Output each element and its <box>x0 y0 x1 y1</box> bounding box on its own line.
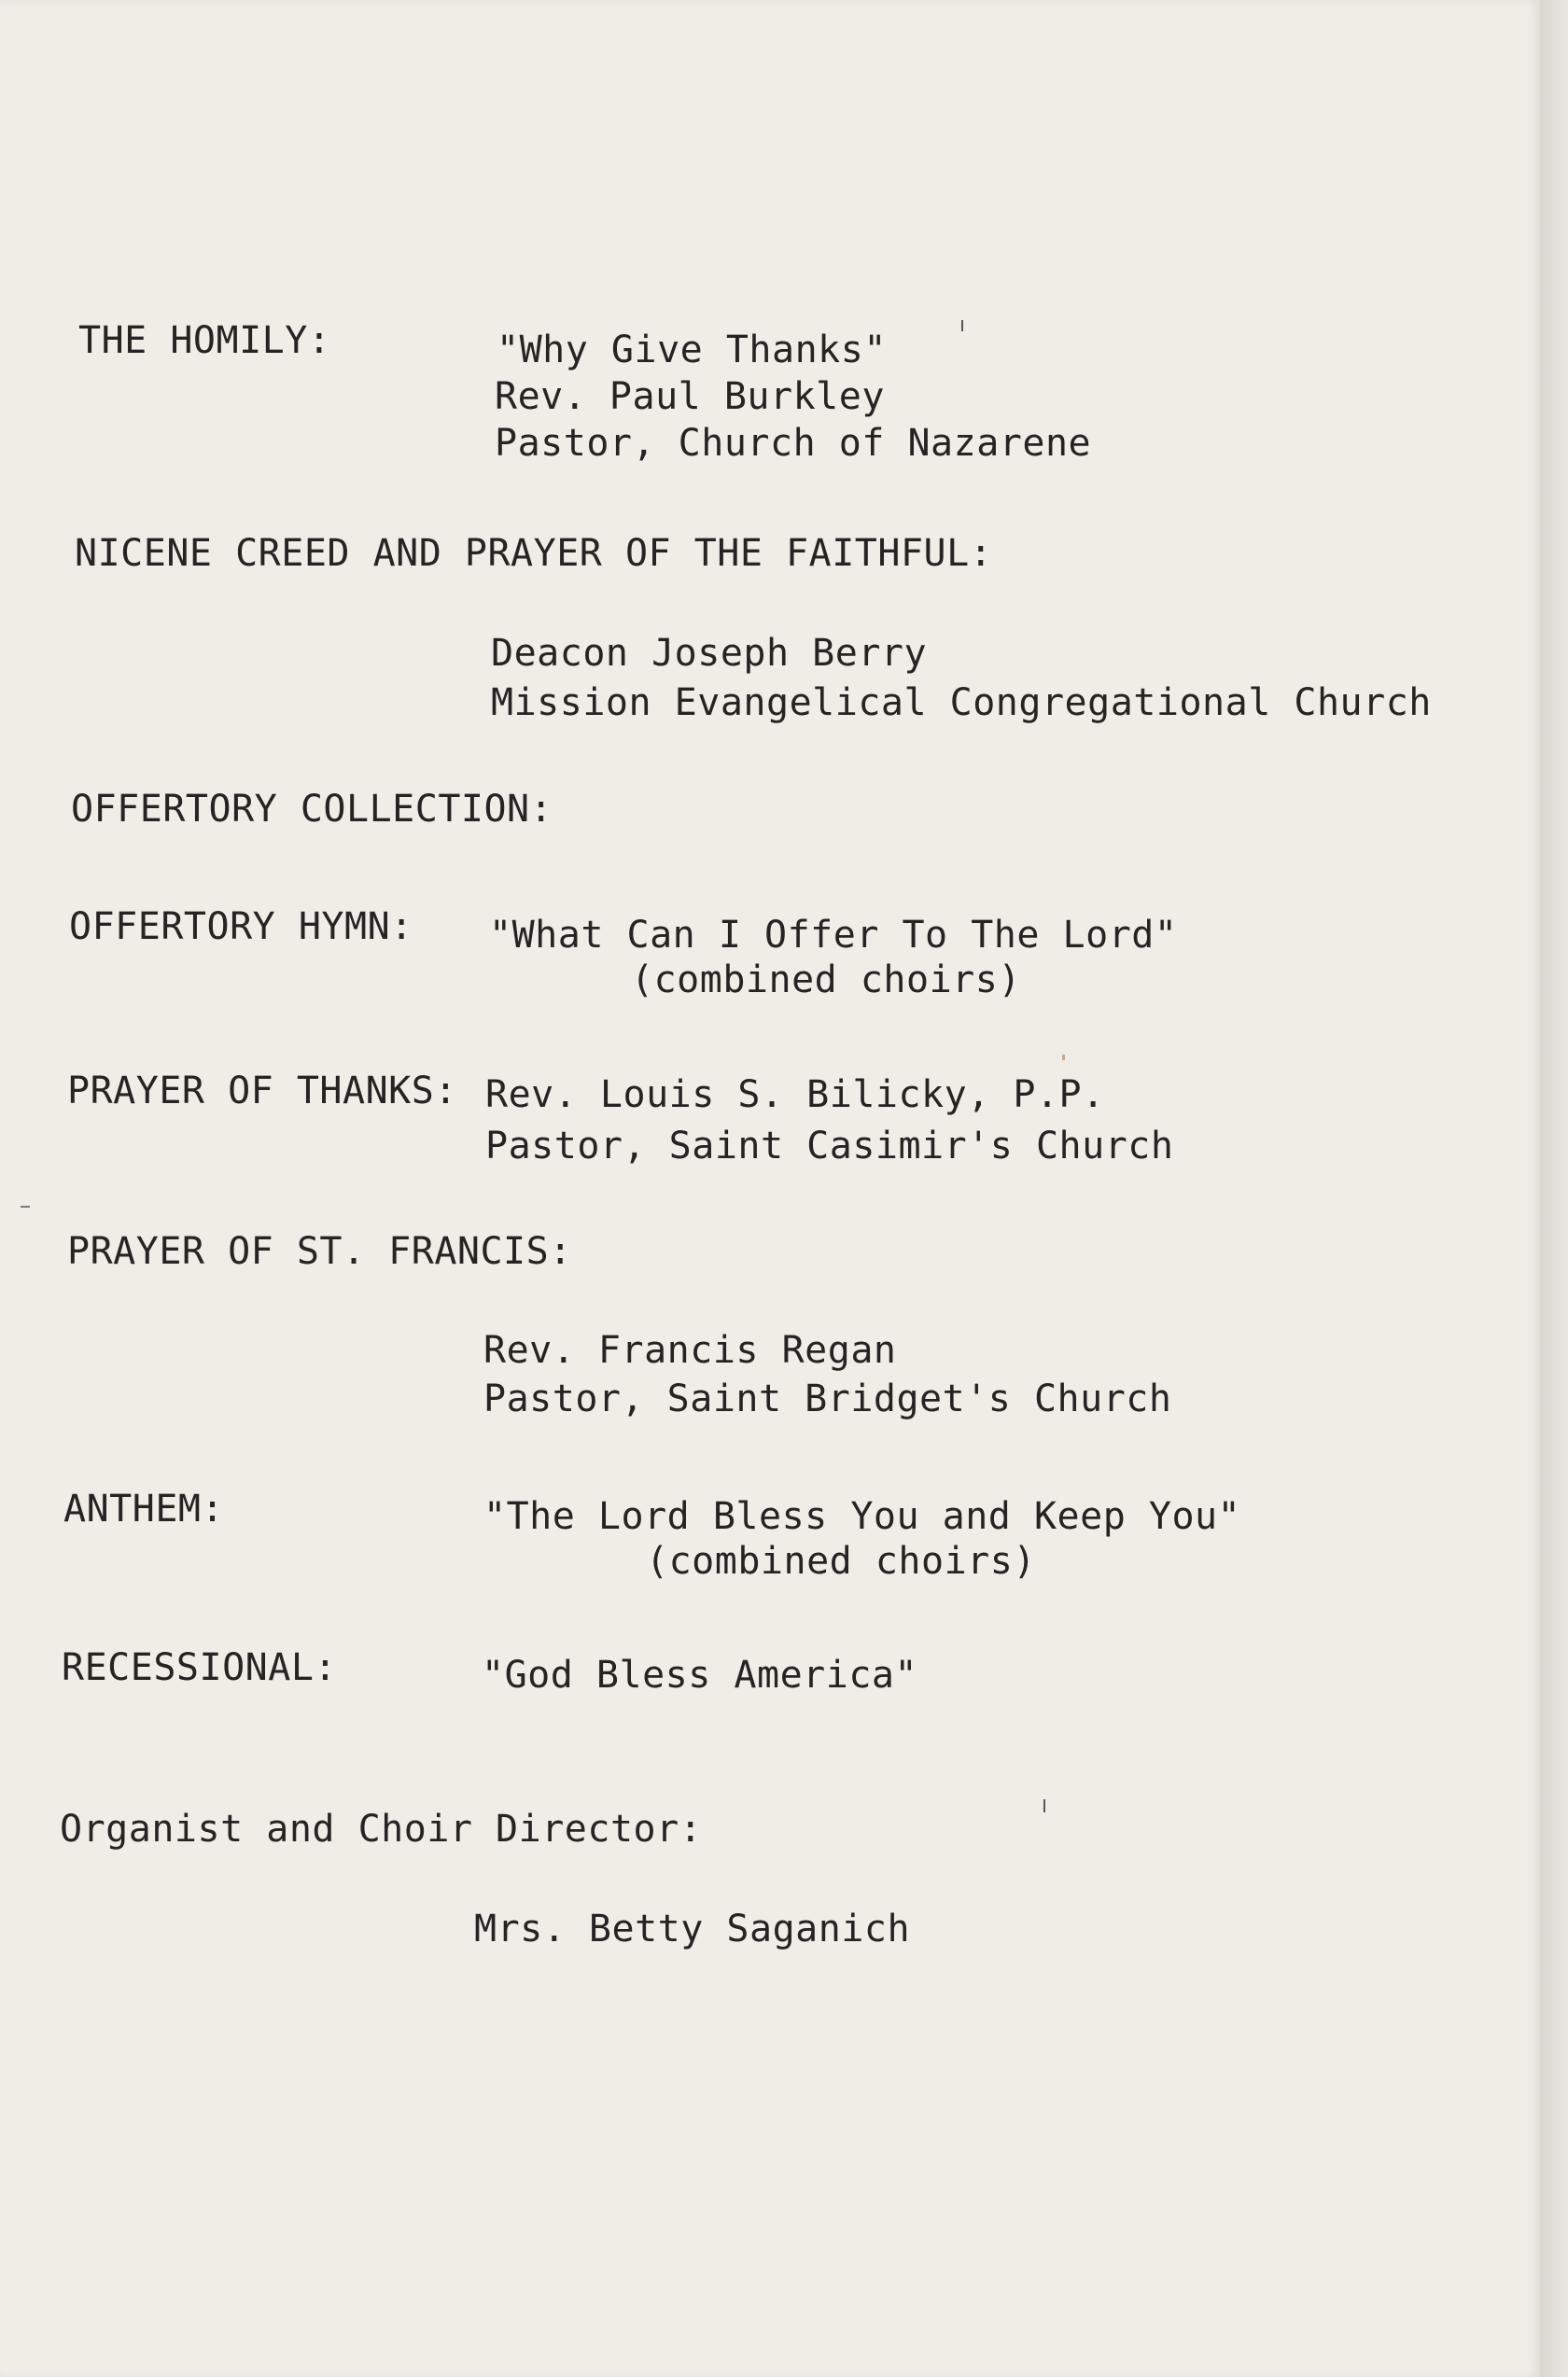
homily-speaker: Rev. Paul Burkley <box>495 375 885 418</box>
paper-speck <box>21 1206 30 1208</box>
recessional-label: RECESSIONAL: <box>62 1646 337 1689</box>
homily-label: THE HOMILY: <box>78 319 331 362</box>
prayer-st-francis-label: PRAYER OF ST. FRANCIS: <box>67 1230 572 1273</box>
anthem-label: ANTHEM: <box>63 1488 225 1531</box>
creed-label: NICENE CREED AND PRAYER OF THE FAITHFUL: <box>75 532 993 575</box>
creed-speaker: Deacon Joseph Berry <box>491 632 928 675</box>
paper-speck <box>1043 1799 1045 1812</box>
organist-label: Organist and Choir Director: <box>60 1808 703 1851</box>
anthem-title: "The Lord Bless You and Keep You" <box>483 1495 1241 1538</box>
prayer-of-thanks-label: PRAYER OF THANKS: <box>67 1070 457 1112</box>
page-edge <box>1540 0 1568 2377</box>
prayer-of-thanks-speaker: Rev. Louis S. Bilicky, P.P. <box>485 1073 1105 1116</box>
offertory-hymn-label: OFFERTORY HYMN: <box>69 905 413 948</box>
prayer-of-thanks-speaker-role: Pastor, Saint Casimir's Church <box>485 1125 1174 1168</box>
paper-speck <box>1062 1055 1065 1060</box>
recessional-title: "God Bless America" <box>482 1654 918 1697</box>
offertory-hymn-title: "What Can I Offer To The Lord" <box>489 914 1178 957</box>
organist-name: Mrs. Betty Saganich <box>474 1908 911 1951</box>
anthem-note: (combined choirs) <box>646 1540 1036 1583</box>
prayer-st-francis-speaker: Rev. Francis Regan <box>483 1329 897 1372</box>
homily-speaker-role: Pastor, Church of Nazarene <box>495 422 1092 465</box>
offertory-collection-label: OFFERTORY COLLECTION: <box>71 788 553 831</box>
paper-speck <box>961 320 963 331</box>
prayer-st-francis-speaker-role: Pastor, Saint Bridget's Church <box>483 1377 1172 1420</box>
homily-title: "Why Give Thanks" <box>497 329 887 371</box>
creed-speaker-role: Mission Evangelical Congregational Church <box>491 681 1432 724</box>
offertory-hymn-note: (combined choirs) <box>631 958 1021 1001</box>
